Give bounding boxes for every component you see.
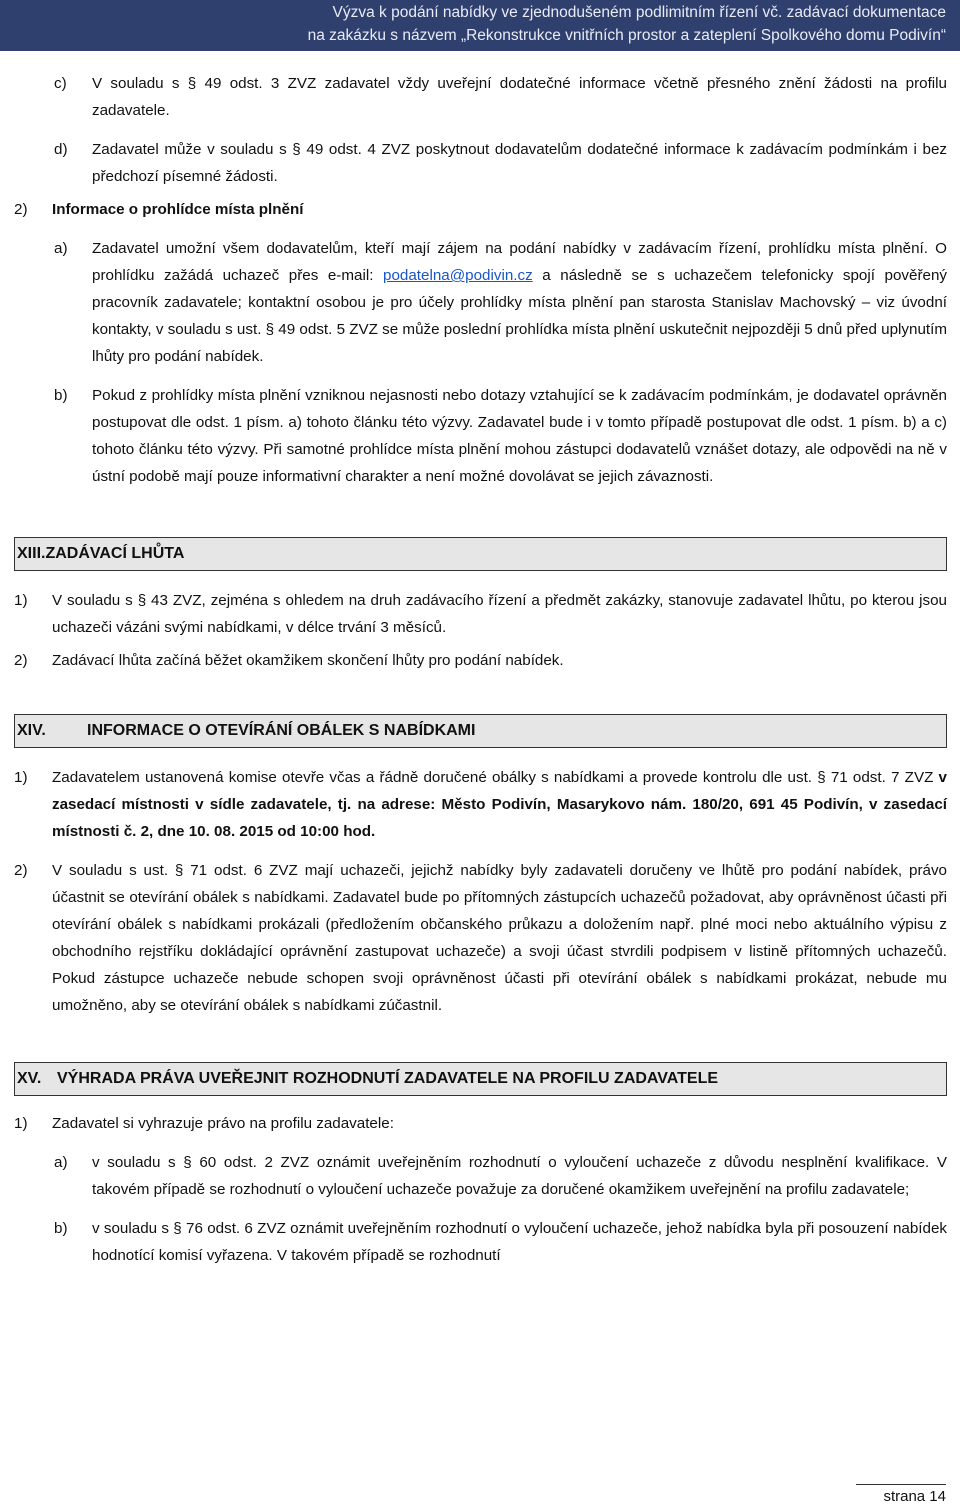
list-item-2a [14, 235, 947, 370]
section-title: INFORMACE O OTEVÍRÁNÍ OBÁLEK S NABÍDKAMI [87, 722, 476, 739]
list-label: b) [54, 1220, 68, 1237]
list-item-xv-1b [14, 1215, 947, 1269]
list-item-xv-1 [14, 1110, 947, 1137]
list-item-c [14, 70, 947, 124]
list-text: Zadavatel si vyhrazuje právo na profilu zadavatele: [52, 1115, 394, 1132]
list-label: c) [54, 75, 67, 92]
list-item-d [14, 136, 947, 190]
list-text: V souladu s ust. § 71 odst. 6 ZVZ mají uchazeči, jejichž nabídky byly zadavateli doručeny ve lhůtě pro podání nabídek, právo účastnit se otevírání obálek s nabídkami. Zadavatel bude po přítomných zástupcích uchazečů požadovat, aby oprávněnost účasti při otevírání obálek s nabídkami prokázali (předložením občanského průkazu a doložením např. plné moci nebo aktuálního výpisu z obchodního rejstříku dokládající oprávnění zastupovat uchazeče) a svoji účast stvrdili podpisem v listině přítomných uchazečů. Pokud zástupce uchazeče nebude schopen svoji oprávněnost účasti při otevírání obálek s nabídkami prokázat, nebude mu umožněno, aby se otevírání obálek s nabídkami zúčastnil. [52, 862, 947, 1014]
section-number: XV. [17, 1070, 42, 1087]
section-title: ZADÁVACÍ LHŮTA [45, 545, 185, 562]
header-line-2: na zakázku s názvem „Rekonstrukce vnitřních prostor a zateplení Spolkového domu Podivín“ [307, 27, 946, 44]
text-part: Zadavatel umožní všem dodavatelům, kteří mají zájem na podání nabídky v zadávacím řízení, prohlídku místa plnění. O prohlídku zažádá uchazeč přes e-mail: [92, 240, 947, 284]
list-item-2b [14, 382, 947, 490]
email-link[interactable]: podatelna@podivin.cz [383, 267, 533, 284]
list-item-2 [14, 196, 947, 223]
header-line-1: Výzva k podání nabídky ve zjednodušeném podlimitním řízení vč. zadávací dokumentace [332, 4, 946, 21]
list-label: 1) [14, 769, 28, 786]
list-label: 2) [14, 862, 28, 879]
list-label: 1) [14, 1115, 28, 1132]
list-item-xiv-2 [14, 857, 947, 1019]
section-title: VÝHRADA PRÁVA UVEŘEJNIT ROZHODNUTÍ ZADAVATELE NA PROFILU ZADAVATELE [57, 1070, 719, 1087]
list-text [92, 235, 947, 370]
list-label: a) [54, 240, 68, 257]
item-heading: Informace o prohlídce místa plnění [52, 201, 304, 218]
list-text: v souladu s § 76 odst. 6 ZVZ oznámit uveřejněním rozhodnutí o vyloučení uchazeče, jehož nabídka byla při posouzení nabídek hodnotící komisí vyřazena. V takovém případě se rozhodnutí [92, 1220, 947, 1264]
list-text [52, 764, 947, 845]
document-body [14, 70, 947, 1269]
section-heading-xv [14, 1062, 947, 1096]
list-text: Zadávací lhůta začíná běžet okamžikem skončení lhůty pro podání nabídek. [52, 652, 564, 669]
text-bold-part: v zasedací místnosti v sídle zadavatele, tj. na adrese: Město Podivín, Masarykovo nám. 180/20, 691 45 Podivín, v zasedací místnosti č. 2, dne 10. 08. 2015 od 10:00 hod. [52, 769, 947, 840]
list-item-xiii-1 [14, 587, 947, 641]
list-item-xiii-2 [14, 647, 947, 674]
section-heading-xiii [14, 537, 947, 571]
list-label: d) [54, 141, 68, 158]
list-text: v souladu s § 60 odst. 2 ZVZ oznámit uveřejněním rozhodnutí o vyloučení uchazeče z důvodu nesplnění kvalifikace. V takovém případě se rozhodnutí o vyloučení uchazeče považuje za doručené okamžikem uveřejnění na profilu zadavatele; [92, 1154, 947, 1198]
list-label: 1) [14, 592, 28, 609]
section-number: XIII. [17, 545, 46, 562]
page-number: strana 14 [856, 1484, 946, 1509]
list-text: V souladu s § 49 odst. 3 ZVZ zadavatel vždy uveřejní dodatečné informace včetně přesného znění žádosti na profilu zadavatele. [92, 75, 947, 119]
list-label: 2) [14, 201, 28, 218]
section-heading-xiv [14, 714, 947, 748]
text-part: Zadavatelem ustanovená komise otevře včas a řádně doručené obálky s nabídkami a provede kontrolu dle ust. § 71 odst. 7 ZVZ [52, 769, 939, 786]
list-label: b) [54, 387, 68, 404]
list-text: V souladu s § 43 ZVZ, zejména s ohledem na druh zadávacího řízení a předmět zakázky, stanovuje zadavatel lhůtu, po kterou jsou uchazeči vázáni svými nabídkami, v délce trvání 3 měsíců. [52, 592, 947, 636]
list-item-xiv-1 [14, 764, 947, 845]
list-text: Zadavatel může v souladu s § 49 odst. 4 ZVZ poskytnout dodavatelům dodatečné informace k zadávacím podmínkám i bez předchozí písemné žádosti. [92, 141, 947, 185]
list-item-xv-1a [14, 1149, 947, 1203]
text-part: a následně se s uchazečem telefonicky spojí pověřený pracovník zadavatele; kontaktní osobou je pro účely prohlídky místa plnění pan starosta Stanislav Machovský – viz úvodní kontakty, v souladu s ust. § 49 odst. 5 ZVZ se může poslední prohlídka místa plnění uskutečnit nejpozději 5 dnů před uplynutím lhůty pro podání nabídek. [92, 267, 948, 365]
list-label: 2) [14, 652, 28, 669]
section-number: XIV. [17, 722, 46, 739]
list-label: a) [54, 1154, 68, 1171]
list-text: Pokud z prohlídky místa plnění vzniknou nejasnosti nebo dotazy vztahující se k zadávacím podmínkám, je dodavatel oprávněn postupovat dle odst. 1 písm. a) tohoto článku této výzvy. Zadavatel bude i v tomto případě postupovat dle odst. 1 písm. b) a c) tohoto článku této výzvy. Při samotné prohlídce místa plnění mohou zástupci dodavatelů vznášet dotazy, ale odpovědi na ně v ústní podobě mají pouze informativní charakter a není možné dovolávat se jejich závaznosti. [92, 387, 947, 485]
document-header [0, 0, 960, 51]
